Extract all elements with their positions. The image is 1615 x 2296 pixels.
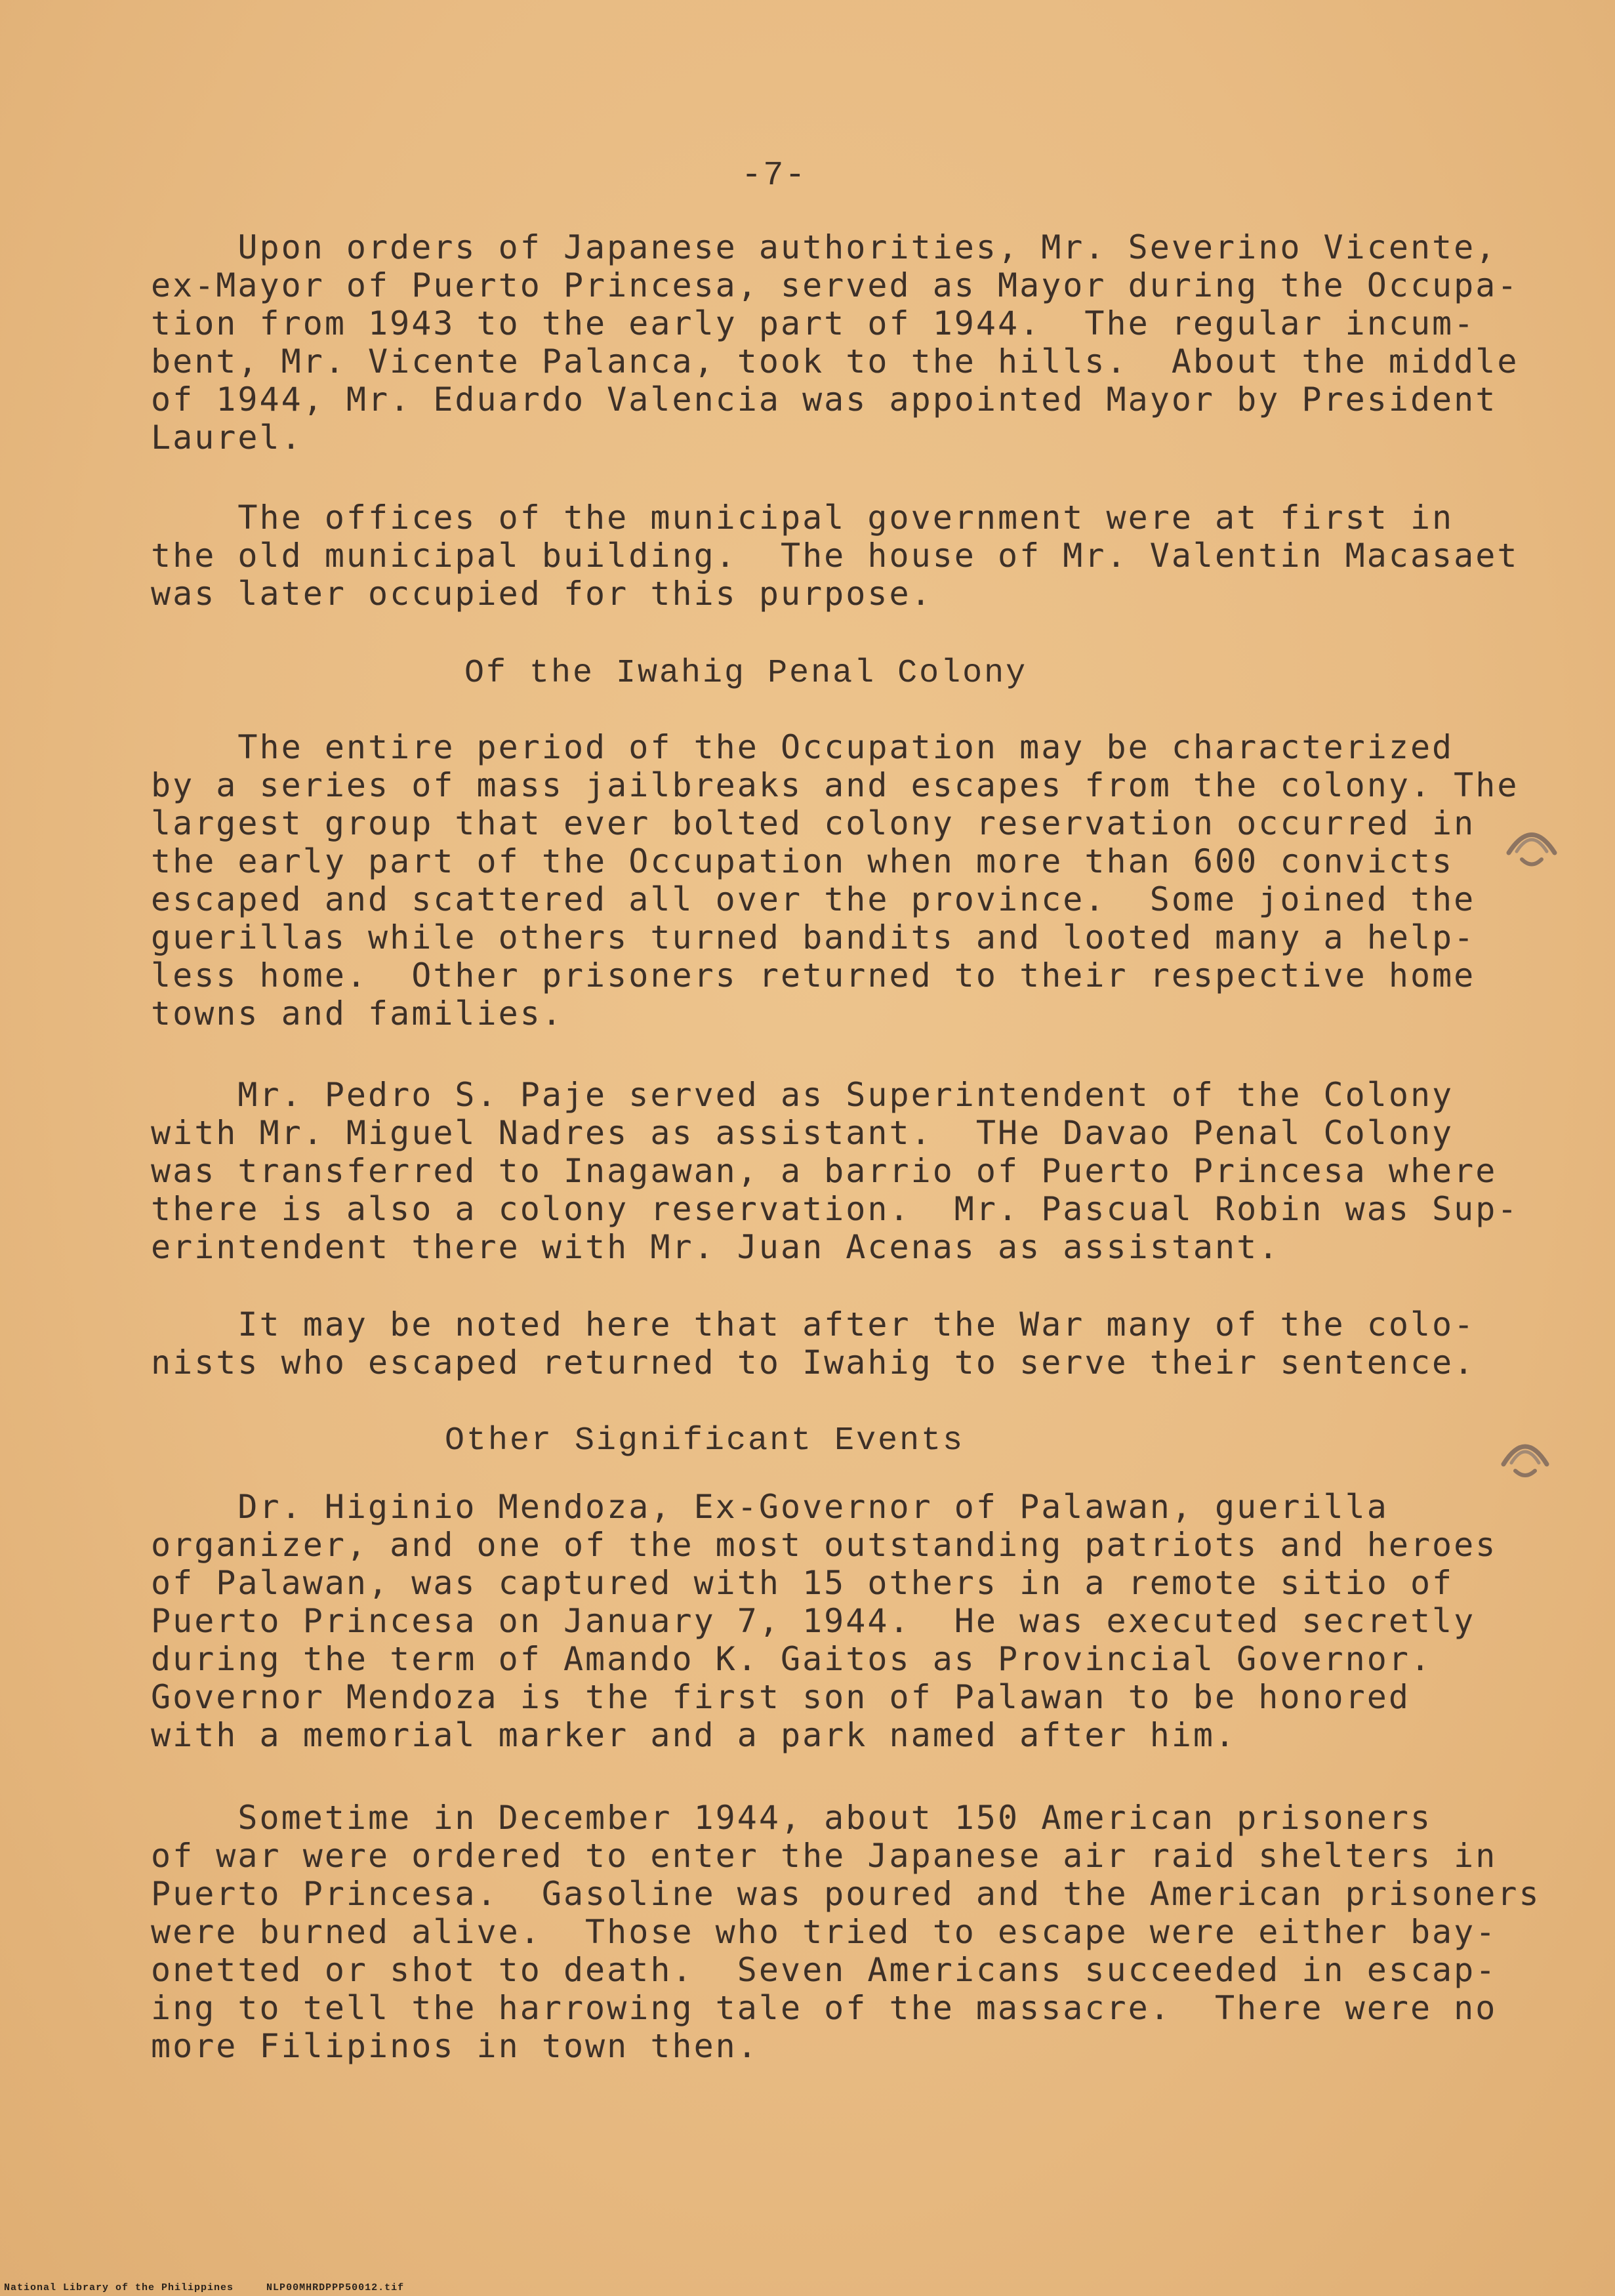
paragraph-massacre: Sometime in December 1944, about 150 American prisoners of war were ordered to enter the Japanese air raid shelters in Puerto Princesa. Gasoline was poured and the American prisoners were burned alive. Those who tried to escape were either bay- onetted or shot to death. Seven Americans succeeded in escap- ing to tell the harrowing tale of the massacre. There were no more Filipinos in town then. [151,1799,1541,2065]
paragraph-jailbreaks: The entire period of the Occupation may be characterized by a series of mass jailbreaks and escapes from the colony. The largest group that ever bolted colony reservation occurred in the early part of the Occupation when more than 600 convicts escaped and scattered all over the province. Some joined the guerillas while others turned bandits and looted many a help- less home. Other prisoners returned to their respective home towns and families. [151,728,1519,1033]
page-number: -7- [741,156,807,195]
paragraph-municipal-offices: The offices of the municipal government were at first in the old municipal building. The house of Mr. Valentin Macasaet was later occupied for this purpose. [151,499,1519,613]
paragraph-colonists-returned: It may be noted here that after the War many of the colo- nists who escaped returned to Iwahig to serve their sentence. [151,1305,1476,1382]
archive-footer: National Library of the Philippines NLP00MHRDPPP50012.tif [4,2282,405,2293]
heading-iwahig-penal-colony: Of the Iwahig Penal Colony [464,655,1028,692]
paperclip-icon [1502,813,1561,872]
paperclip-icon [1496,1424,1555,1483]
heading-other-significant-events: Other Significant Events [445,1422,965,1460]
paragraph-mendoza: Dr. Higinio Mendoza, Ex-Governor of Palawan, guerilla organizer, and one of the most outstanding patriots and heroes of Palawan, was captured with 15 others in a remote sitio of Puerto Princesa on January 7, 1944. He was executed secretly during the term of Amando K. Gaitos as Provincial Governor. Governor Mendoza is the first son of Palawan to be honored with a memorial marker and a park named after him. [151,1488,1498,1754]
paragraph-superintendent: Mr. Pedro S. Paje served as Superintendent of the Colony with Mr. Miguel Nadres as assistant. THe Davao Penal Colony was transferred to Inagawan, a barrio of Puerto Princesa where there is also a colony reservation. Mr. Pascual Robin was Sup- erintendent there with Mr. Juan Acenas as assistant. [151,1076,1519,1266]
paragraph-mayors: Upon orders of Japanese authorities, Mr. Severino Vicente, ex-Mayor of Puerto Princesa, served as Mayor during the Occupa- tion from 1943 to the early part of 1944. The regular incum- bent, Mr. Vicente Palanca, took to the hills. About the middle of 1944, Mr. Eduardo Valencia was appointed Mayor by President Laurel. [151,228,1519,457]
